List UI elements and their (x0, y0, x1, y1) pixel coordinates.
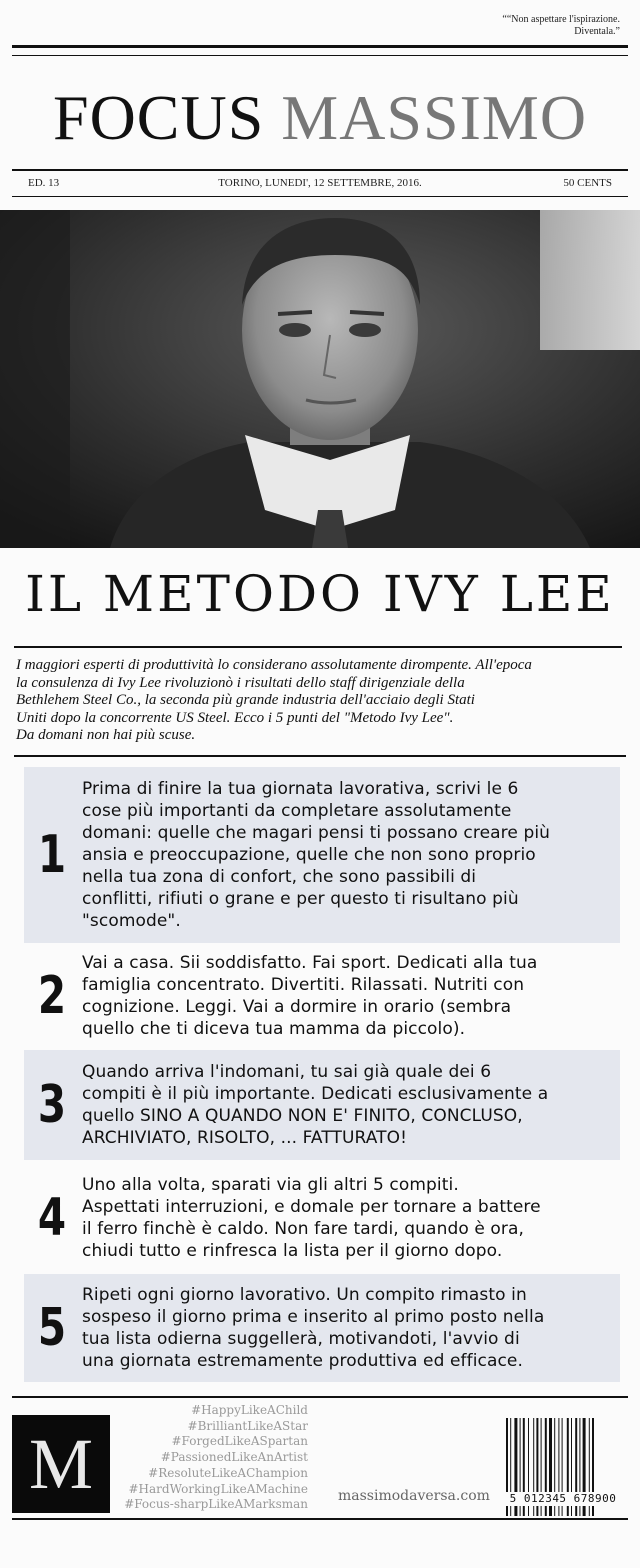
point-line: ansia e preoccupazione, quelle che non sono proprio (82, 845, 536, 865)
masthead-word-focus: FOCUS (52, 82, 265, 153)
point-line: quello che ti diceva tua mamma da piccolo). (82, 1019, 466, 1039)
point-line: sospeso il giorno prima e inserito al primo posto nella (82, 1307, 545, 1327)
dateline (28, 175, 612, 191)
logo-letter: M (28, 1424, 94, 1504)
point-number: 4 (37, 1188, 67, 1248)
portrait-illustration (0, 210, 640, 548)
article-intro (16, 657, 626, 745)
point-number: 1 (37, 825, 67, 885)
point-3 (24, 1050, 620, 1160)
point-line: una giornata estremamente produttiva ed efficace. (82, 1351, 523, 1371)
point-line: cose più importanti da completare assolutamente (82, 801, 512, 821)
point-number: 3 (37, 1075, 67, 1135)
point-text (80, 778, 620, 932)
point-number: 5 (37, 1298, 67, 1358)
point-line: Uno alla volta, sparati via gli altri 5 compiti. (82, 1175, 459, 1195)
intro-line: Bethlehem Steel Co., la seconda più grande industria dell'acciaio degli Stati (16, 692, 475, 708)
point-line: nella tua zona di confort, che sono passibili di (82, 867, 477, 887)
point-line: il ferro finchè è caldo. Non fare tardi, quando è ora, (82, 1219, 525, 1239)
point-text (80, 1174, 620, 1262)
intro-line: Uniti dopo la concorrente US Steel. Ecco i 5 punti del "Metodo Ivy Lee". (16, 709, 454, 726)
barcode-number: 5 012345 678900 (504, 1492, 622, 1506)
point-text (80, 952, 620, 1040)
point-line: Ripeti ogni giorno lavorativo. Un compito rimasto in (82, 1285, 527, 1305)
hashtag: #PassionedLikeAnArtist (160, 1450, 308, 1465)
article-headline: IL METODO IVY LEE (25, 565, 615, 623)
masthead-title (0, 80, 640, 156)
dateline-rule-bottom (12, 196, 628, 197)
hashtag: #ForgedLikeASpartan (171, 1434, 308, 1449)
point-5 (24, 1274, 620, 1382)
hashtag: #ResoluteLikeAChampion (148, 1465, 308, 1480)
dateline-rule-top (12, 169, 628, 171)
point-line: Quando arriva l'indomani, tu sai già quale dei 6 (82, 1062, 492, 1082)
point-line: compiti è il più importante. Dedicati esclusivamente a (82, 1084, 549, 1104)
point-1 (24, 767, 620, 943)
point-line: tua lista odierna suggellerà, motivandoti, l'avvio di (82, 1329, 520, 1349)
point-line: cognizione. Leggi. Vai a dormire in orario (sembra (82, 997, 512, 1017)
point-line: Prima di finire la tua giornata lavorativa, scrivi le 6 (82, 779, 519, 799)
masthead-word-massimo: MASSIMO (281, 82, 588, 153)
point-line: chiudi tutto e rinfresca la lista per il giorno dopo. (82, 1241, 503, 1261)
masthead-quote: ““Non aspettare l'ispirazione. Diventala.” (502, 14, 620, 37)
intro-line: Da domani non hai più scuse. (16, 727, 196, 743)
point-line: "scomode". (82, 911, 181, 931)
hashtag: #BrilliantLikeAStar (187, 1418, 308, 1433)
footer-rule-bottom (12, 1518, 628, 1520)
intro-line: la consulenza di Ivy Lee rivoluzionò i risultati dello staff dirigenziale della (16, 674, 465, 691)
headline-rule (14, 646, 622, 648)
point-line: quello SINO A QUANDO NON E' FINITO, CONCLUSO, (82, 1106, 523, 1126)
hashtag: #HardWorkingLikeAMachine (128, 1481, 308, 1496)
point-2 (24, 946, 620, 1046)
point-line: Aspettati interruzioni, e domale per tornare a battere (82, 1197, 541, 1217)
point-line: famiglia concentrato. Divertiti. Rilassati. Nutriti con (82, 975, 525, 995)
top-rule-thick (12, 45, 628, 48)
brand-logo (12, 1415, 110, 1513)
point-line: conflitti, rifiuti o grane e per questo ti risultano più (82, 889, 519, 909)
point-line: ARCHIVIATO, RISOLTO, ... FATTURATO! (82, 1128, 408, 1148)
point-line: Vai a casa. Sii soddisfatto. Fai sport. Dedicati alla tua (82, 953, 538, 973)
point-number: 2 (37, 966, 67, 1026)
intro-line: I maggiori esperti di produttività lo considerano assolutamente dirompente. All'epoca (16, 657, 532, 673)
footer-rule-top (12, 1396, 628, 1398)
hashtag: #Focus-sharpLikeAMarksman (124, 1497, 308, 1512)
hashtag-list (110, 1403, 308, 1513)
top-rule-thin (12, 55, 628, 56)
portrait-photo (0, 210, 640, 548)
date-place: TORINO, LUNEDI', 12 SETTEMBRE, 2016. (218, 177, 422, 189)
edition-number: ED. 13 (28, 177, 60, 189)
point-text (80, 1061, 620, 1149)
intro-rule (14, 755, 626, 757)
website-link[interactable]: massimodaversa.com (338, 1488, 490, 1504)
point-text (80, 1284, 620, 1372)
price: 50 CENTS (563, 177, 612, 189)
hashtag: #HappyLikeAChild (191, 1403, 308, 1417)
point-4 (24, 1166, 620, 1270)
point-line: domani: quelle che magari pensi ti possano creare più (82, 823, 551, 843)
